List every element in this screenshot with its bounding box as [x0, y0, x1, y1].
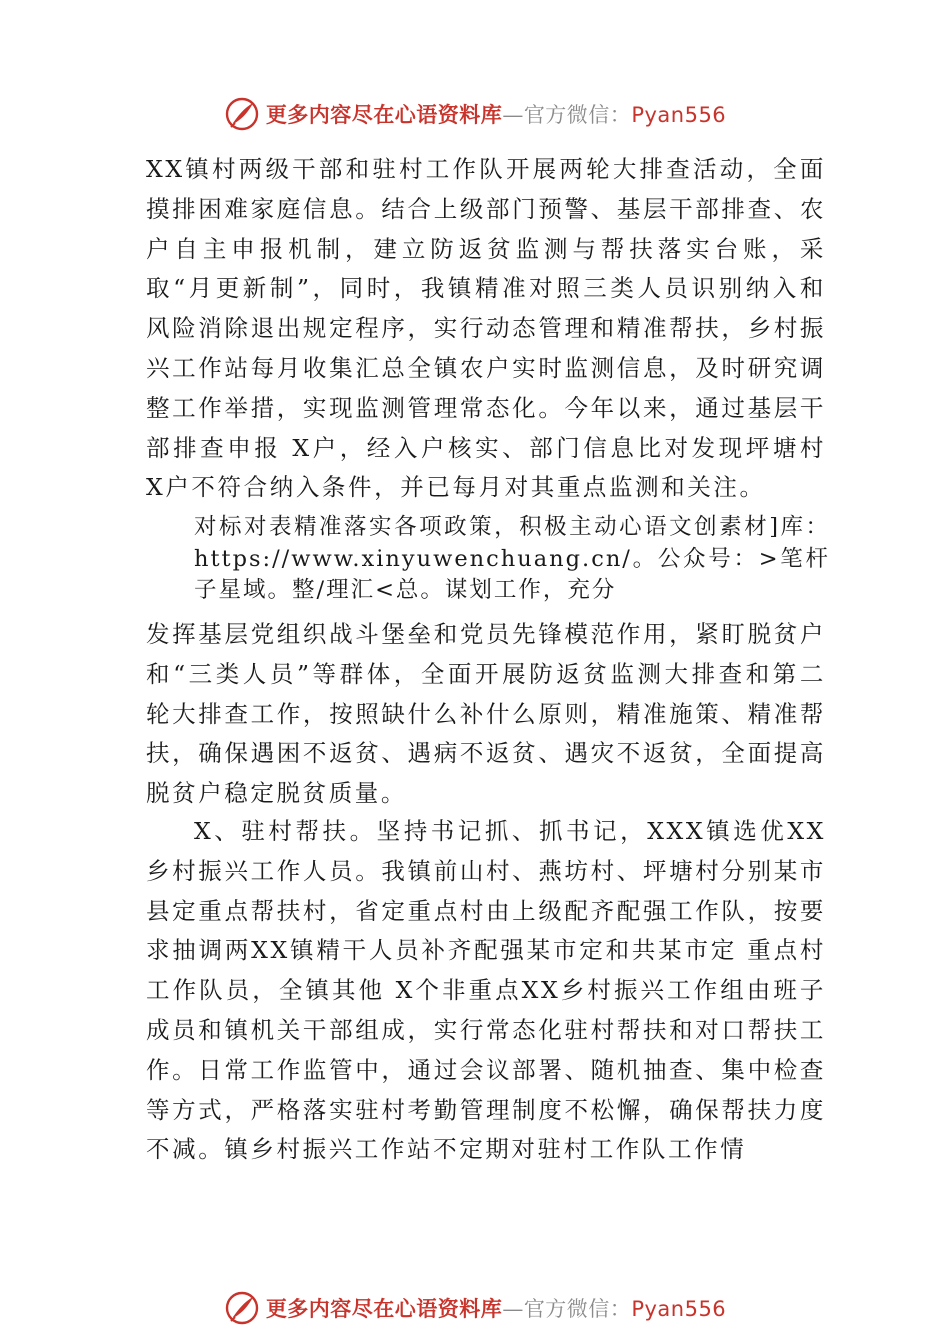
footer-banner — [0, 1288, 950, 1328]
banner-wechat-id: Pyan556 — [631, 103, 727, 127]
paragraph-2: 对标对表精准落实各项政策，积极主动心语文创素材]库：https://www.xinyuwenchuang.cn/。公众号：>笔杆子星域。整/理汇<总。谋划工作，充分 — [194, 514, 830, 603]
banner-official: 官方微信： — [523, 103, 632, 127]
banner-dash: — — [502, 1297, 524, 1321]
paragraph-1: XX镇村两级干部和驻村工作队开展两轮大排查活动，全面摸排困难家庭信息。结合上级部门预警、基层干部排查、农户自主申报机制，建立防返贫监测与帮扶落实台账，采取“月更新制”，同时，我镇精准对照三类人员识别纳入和风险消除退出规定程序，实行动态管理和精准帮扶，乡村振兴工作站每月收集汇总全镇农户实时监测信息，及时研究调整工作举措，实现监测管理常态化。今年以来，通过基层干部排查申报 X户，经入户核实、部门信息比对发现坪塘村 X户不符合纳入条件，并已每月对其重点监测和关注。 — [146, 155, 826, 502]
banner-wechat-id: Pyan556 — [631, 1297, 727, 1321]
banner-official: 官方微信： — [523, 1297, 632, 1321]
paragraph-4: X、驻村帮扶。坚持书记抓、抓书记，XXX镇选优XX乡村振兴工作人员。我镇前山村、燕坊村、坪塘村分别某市县定重点帮扶村，省定重点村由上级配齐配强工作队，按要求抽调两XX镇精干人员补齐配强某市定和共某市定 重点村工作队员，全镇其他 X个非重点XX乡村振兴工作组由班子成员和镇机关干部组成，实行常态化驻村帮扶和对口帮扶工作。日常工作监管中，通过会议部署、随机抽查、集中检查等方式，严格落实驻村考勤管理制度不松懈，确保帮扶力度不减。镇乡村振兴工作站不定期对驻村工作队工作情 — [146, 817, 826, 1164]
banner-dash: — — [502, 103, 524, 127]
paragraph-3: 发挥基层党组织战斗堡垒和党员先锋模范作用，紧盯脱贫户和“三类人员”等群体，全面开展防返贫监测大排查和第二轮大排查工作，按照缺什么补什么原则，精准施策、精准帮扶，确保遇困不返贫、遇病不返贫、遇灾不返贫，全面提高脱贫户稳定脱贫质量。 — [146, 620, 826, 808]
banner-highlight: 更多内容尽在心语资料库 — [265, 1296, 503, 1321]
quill-logo-icon — [224, 1290, 260, 1326]
banner-highlight: 更多内容尽在心语资料库 — [265, 102, 503, 127]
header-banner — [0, 94, 950, 134]
quill-logo-icon — [224, 96, 260, 132]
